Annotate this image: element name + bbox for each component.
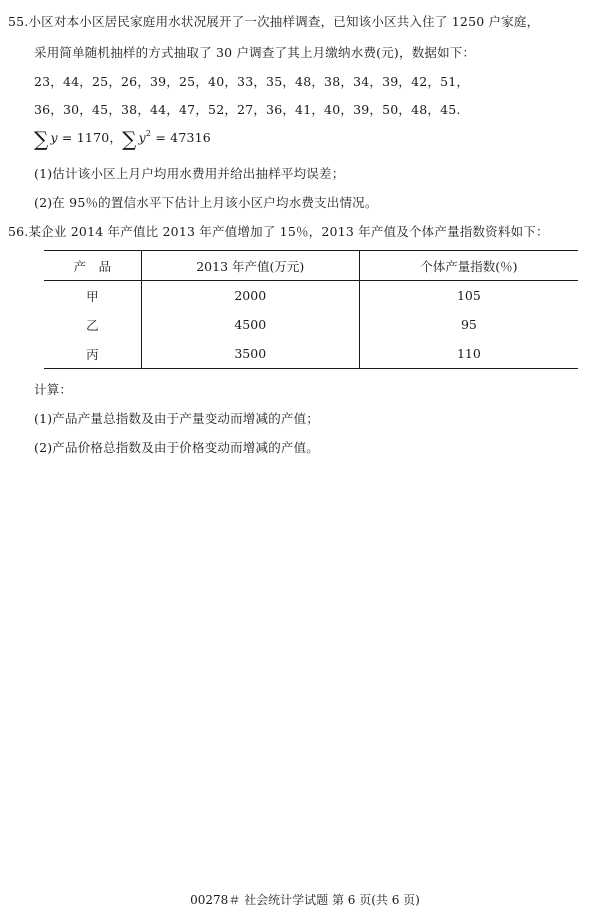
- table-row: [44, 339, 578, 369]
- question-56-sub-1: (1)产品产量总指数及由于产量变动而增减的产值；: [34, 411, 320, 426]
- product-data-table: [44, 250, 578, 369]
- sum-symbol: ∑: [34, 127, 49, 151]
- question-56-intro: [8, 222, 549, 240]
- sum-value-1: = 1170，: [57, 130, 123, 145]
- cell-output-value: 3500: [141, 339, 359, 369]
- page-footer: 00278＃ 社会统计学试题 第 6 页(共 6 页): [190, 893, 420, 907]
- cell-product: 甲: [44, 281, 141, 311]
- table-header-row: [44, 251, 578, 281]
- superscript-2: 2: [145, 129, 152, 138]
- data-row-1: 23，44，25，26，39，25，40，33，35，48，38，34，39，42，51，: [34, 74, 470, 89]
- header-product: 产 品: [44, 251, 141, 281]
- data-row-2: 36，30，45，38，44，47，52，27，36，41，40，39，50，48，45.: [34, 102, 461, 117]
- variable-y: y: [50, 130, 58, 145]
- question-text: 某企业 2014 年产值比 2013 年产值增加了 15％，2013 年产值及个体产量指数资料如下：: [28, 224, 549, 239]
- question-text: 小区对本小区居民家庭用水状况展开了一次抽样调查，已知该小区共入住了 1250 户家庭，: [28, 14, 540, 29]
- question-55-line2: 采用简单随机抽样的方式抽取了 30 户调查了其上月缴纳水费(元)，数据如下：: [34, 45, 476, 60]
- sum-symbol-2: ∑: [122, 127, 137, 151]
- question-number: 56.: [8, 224, 29, 239]
- calc-label: 计算：: [34, 382, 73, 397]
- cell-product: 乙: [44, 310, 141, 339]
- sum-value-2: = 47316: [151, 130, 211, 145]
- cell-output-index: 110: [456, 346, 481, 361]
- table-row: [44, 281, 578, 311]
- cell-output-index: 95: [460, 317, 477, 332]
- question-55-sub-1: (1)估计该小区上月户均用水费用并给出抽样平均误差；: [34, 166, 345, 181]
- question-number: 55.: [8, 14, 29, 29]
- cell-output-value: 4500: [141, 310, 359, 339]
- sum-formula: [34, 127, 211, 151]
- table-row: [44, 310, 578, 339]
- cell-output-value: 2000: [141, 281, 359, 311]
- question-55-intro: [8, 12, 539, 30]
- header-output-value: 2013 年产值(万元): [141, 251, 359, 281]
- question-55-sub-2: (2)在 95％的置信水平下估计上月该小区户均水费支出情况。: [34, 195, 378, 210]
- question-56-sub-2: (2)产品价格总指数及由于价格变动而增减的产值。: [34, 440, 320, 455]
- variable-y-squared: y: [138, 130, 146, 145]
- cell-output-index: 105: [456, 288, 481, 303]
- cell-product: 丙: [44, 339, 141, 369]
- header-output-index: 个体产量指数(％): [420, 258, 518, 274]
